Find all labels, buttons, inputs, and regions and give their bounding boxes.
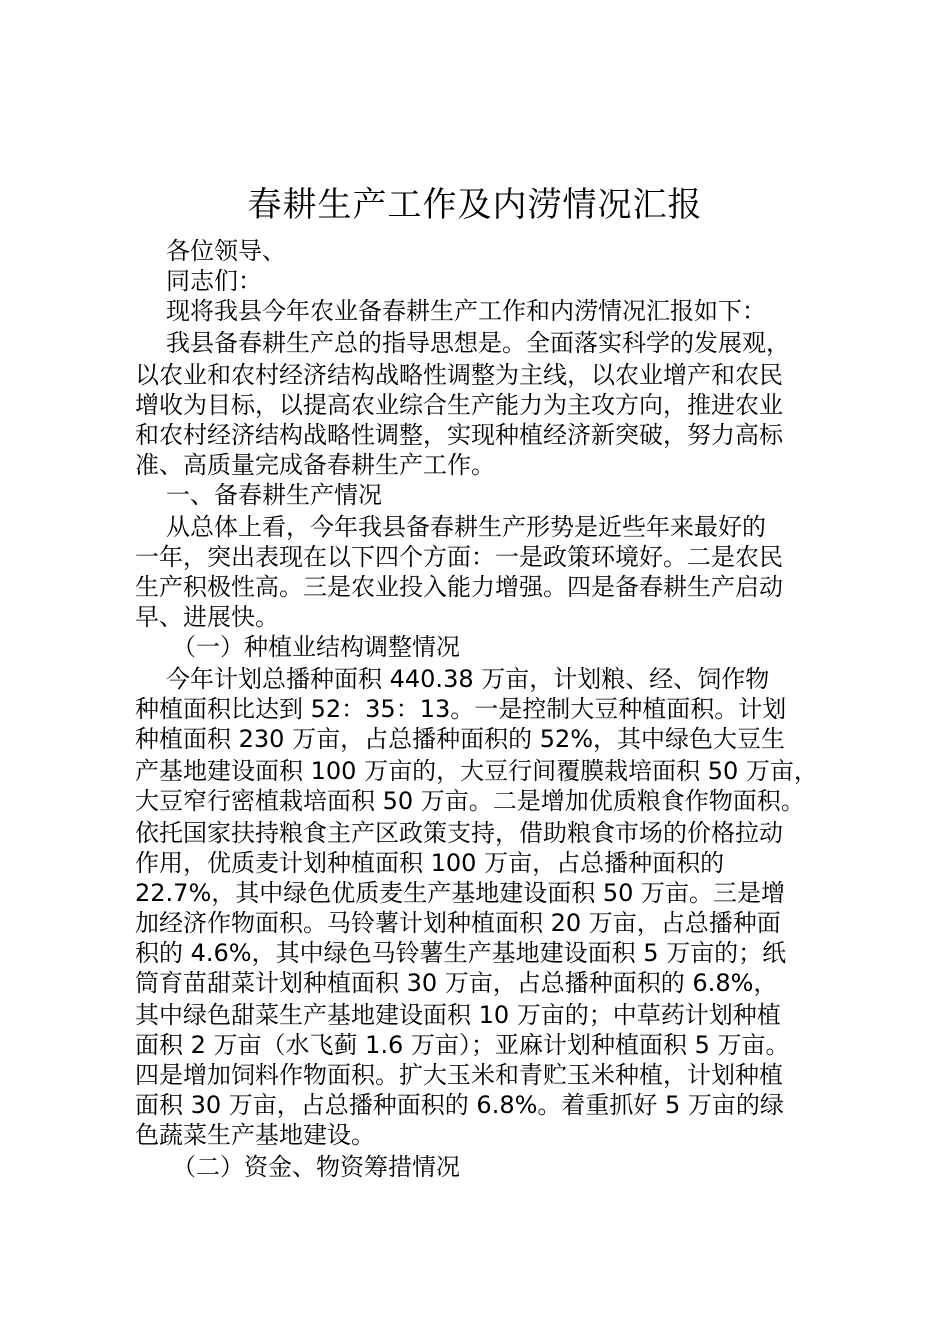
section-heading: 一、备春耕生产情况 [166,481,382,509]
paragraph-line: 早、进展快。 [135,603,279,631]
paragraph-line: 作用，优质麦计划种植面积 100 万亩，占总播种面积的 [135,849,725,877]
paragraph-line: 一年，突出表现在以下四个方面：一是政策环境好。二是农民 [135,543,783,571]
document-title: 春耕生产工作及内涝情况汇报 [247,185,703,225]
subsection-heading: （一）种植业结构调整情况 [172,633,460,661]
paragraph-line: 今年计划总播种面积 440.38 万亩，计划粮、经、饲作物 [166,665,770,693]
salutation-line-2: 同志们： [166,267,262,295]
paragraph-line: 面积 30 万亩，占总播种面积的 6.8%。着重抓好 5 万亩的绿 [135,1091,784,1119]
paragraph-line: 准、高质量完成备春耕生产工作。 [135,451,495,479]
paragraph-line: 以农业和农村经济结构战略性调整为主线，以农业增产和农民 [135,361,783,389]
paragraph-line: 22.7%，其中绿色优质麦生产基地建设面积 50 万亩。三是增 [135,879,786,907]
paragraph-line: 面积 2 万亩（水飞蓟 1.6 万亩）；亚麻计划种植面积 5 万亩。 [135,1031,790,1059]
paragraph-line: 生产积极性高。三是农业投入能力增强。四是备春耕生产启动 [135,573,783,601]
paragraph-line: 积的 4.6%，其中绿色马铃薯生产基地建设面积 5 万亩的；纸 [135,939,787,967]
paragraph-line: 种植面积 230 万亩，占总播种面积的 52%，其中绿色大豆生 [135,725,786,753]
paragraph-line: 增收为目标，以提高农业综合生产能力为主攻方向，推进农业 [135,391,783,419]
paragraph-line: 从总体上看，今年我县备春耕生产形势是近些年来最好的 [166,513,766,541]
paragraph-line: 依托国家扶持粮食主产区政策支持，借助粮食市场的价格拉动 [135,819,783,847]
paragraph-line: 色蔬菜生产基地建设。 [135,1121,375,1149]
paragraph-line: 和农村经济结构战略性调整，实现种植经济新突破，努力高标 [135,421,783,449]
subsection-heading: （二）资金、物资筹措情况 [172,1153,460,1181]
paragraph-line: 产基地建设面积 100 万亩的，大豆行间覆膜栽培面积 50 万亩， [135,757,818,785]
paragraph-line: 加经济作物面积。马铃薯计划种植面积 20 万亩，占总播种面 [135,909,781,937]
paragraph-line: 种植面积比达到 52：35：13。一是控制大豆种植面积。计划 [135,695,787,723]
intro-line: 现将我县今年农业备春耕生产工作和内涝情况汇报如下： [166,297,766,325]
paragraph-line: 筒育苗甜菜计划种植面积 30 万亩，占总播种面积的 6.8%， [135,969,778,997]
paragraph-line: 四是增加饲料作物面积。扩大玉米和青贮玉米种植，计划种植 [135,1061,783,1089]
paragraph-line: 我县备春耕生产总的指导思想是。全面落实科学的发展观， [166,329,790,357]
paragraph-line: 大豆窄行密植栽培面积 50 万亩。二是增加优质粮食作物面积。 [135,787,805,815]
paragraph-line: 其中绿色甜菜生产基地建设面积 10 万亩的；中草药计划种植 [135,1001,781,1029]
salutation-line-1: 各位领导、 [166,237,286,265]
